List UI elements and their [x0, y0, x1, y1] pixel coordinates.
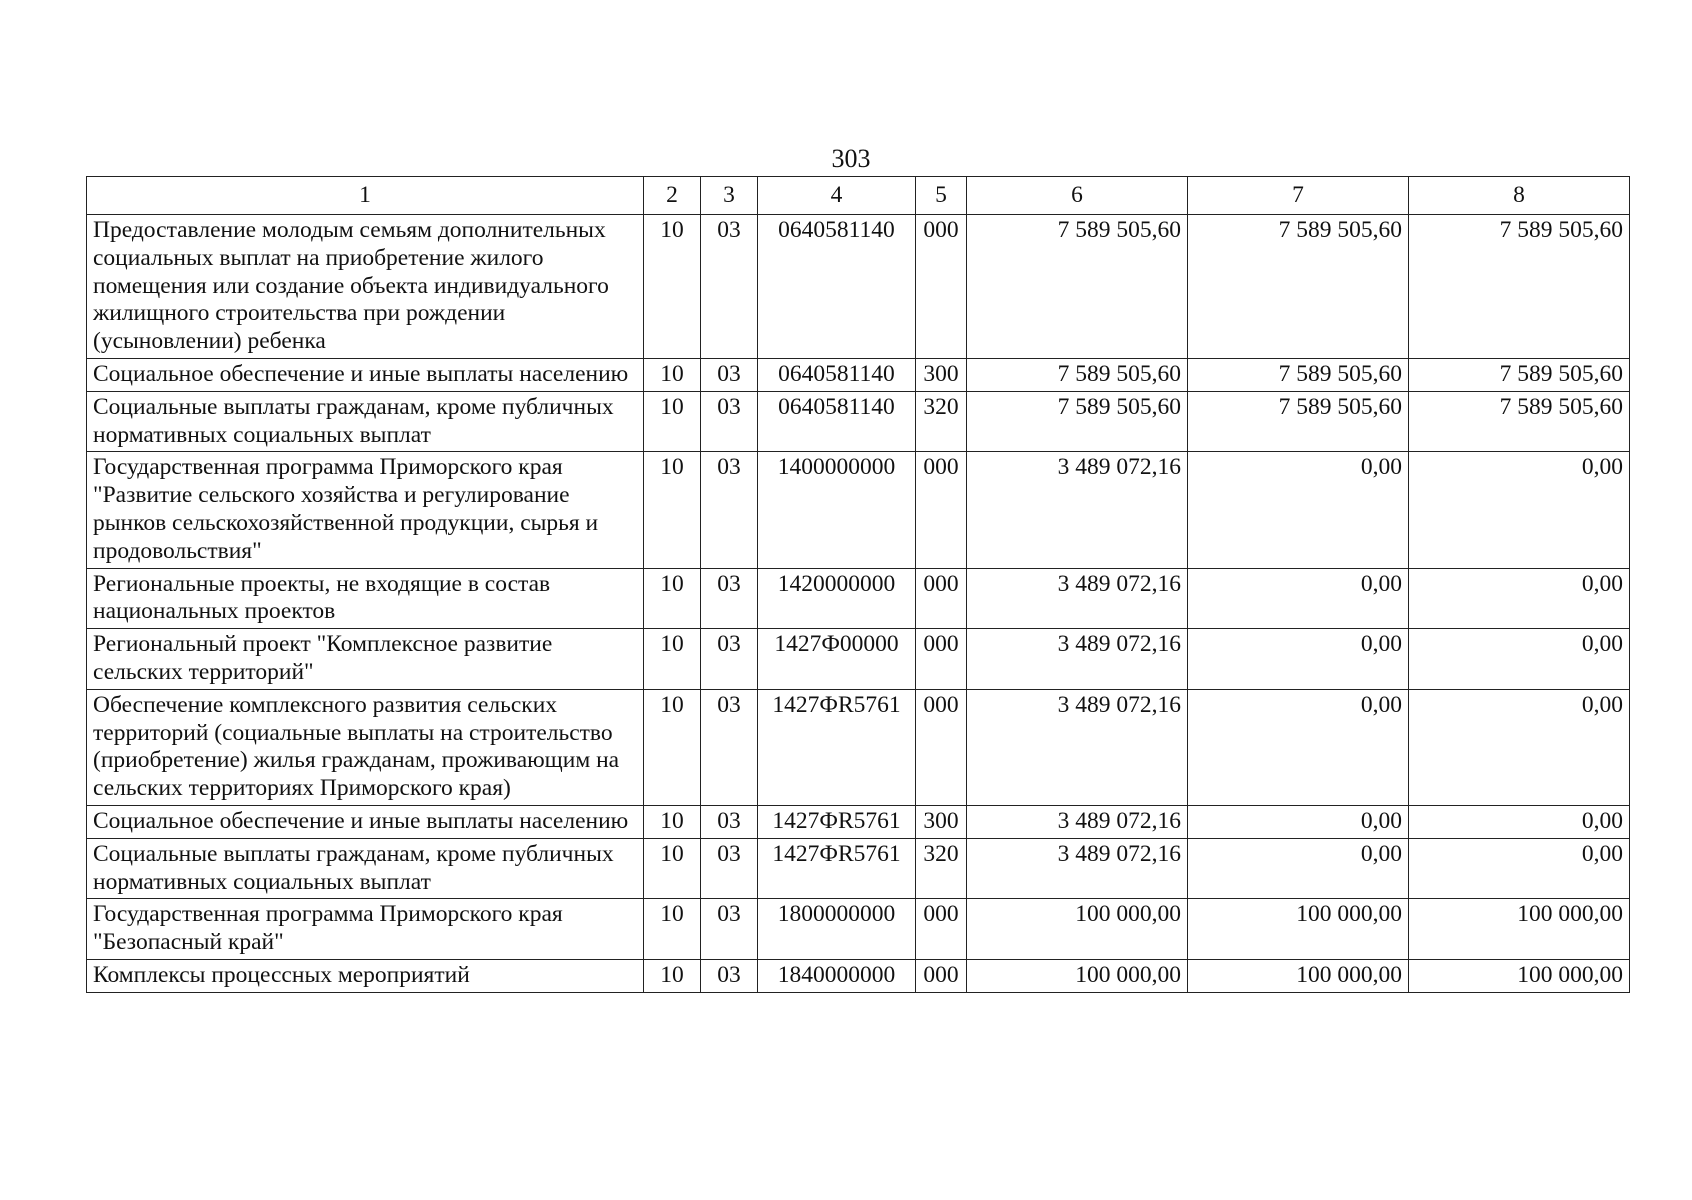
row-name-cell: Обеспечение комплексного развития сельских территорий (социальные выплаты на строительство (приобретение) жилья гражданам, проживающим на сельских территориях Приморского края) [87, 689, 644, 805]
column-header: 3 [701, 177, 758, 215]
section-cell: 10 [644, 689, 701, 805]
column-header: 5 [916, 177, 967, 215]
section-cell: 10 [644, 838, 701, 899]
amount-cell: 100 000,00 [967, 959, 1188, 992]
section-cell: 10 [644, 568, 701, 629]
amount-cell: 7 589 505,60 [967, 215, 1188, 359]
amount-cell: 100 000,00 [1409, 899, 1630, 960]
column-header: 6 [967, 177, 1188, 215]
column-header: 2 [644, 177, 701, 215]
amount-cell: 7 589 505,60 [1409, 391, 1630, 452]
amount-cell: 3 489 072,16 [967, 568, 1188, 629]
expense-type-cell: 000 [916, 629, 967, 690]
expense-type-cell: 000 [916, 959, 967, 992]
row-name-cell: Государственная программа Приморского края "Безопасный край" [87, 899, 644, 960]
header-row [87, 177, 1630, 215]
row-name-cell: Комплексы процессных мероприятий [87, 959, 644, 992]
amount-cell: 0,00 [1409, 629, 1630, 690]
amount-cell: 3 489 072,16 [967, 838, 1188, 899]
table-row [87, 629, 1630, 690]
section-cell: 10 [644, 629, 701, 690]
target-article-cell: 1420000000 [758, 568, 916, 629]
expense-type-cell: 320 [916, 838, 967, 899]
target-article-cell: 1840000000 [758, 959, 916, 992]
amount-cell: 7 589 505,60 [1188, 391, 1409, 452]
amount-cell: 100 000,00 [1188, 899, 1409, 960]
subsection-cell: 03 [701, 215, 758, 359]
table-row [87, 838, 1630, 899]
table-row [87, 215, 1630, 359]
expense-type-cell: 300 [916, 805, 967, 838]
target-article-cell: 1800000000 [758, 899, 916, 960]
amount-cell: 3 489 072,16 [967, 805, 1188, 838]
expense-type-cell: 300 [916, 358, 967, 391]
column-header: 7 [1188, 177, 1409, 215]
amount-cell: 7 589 505,60 [1409, 358, 1630, 391]
amount-cell: 3 489 072,16 [967, 629, 1188, 690]
budget-table [86, 176, 1630, 993]
row-name-cell: Социальные выплаты гражданам, кроме публичных нормативных социальных выплат [87, 838, 644, 899]
amount-cell: 0,00 [1409, 805, 1630, 838]
table-row [87, 568, 1630, 629]
row-name-cell: Региональные проекты, не входящие в состав национальных проектов [87, 568, 644, 629]
amount-cell: 0,00 [1188, 452, 1409, 568]
expense-type-cell: 000 [916, 215, 967, 359]
target-article-cell: 1427ФR5761 [758, 838, 916, 899]
target-article-cell: 0640581140 [758, 215, 916, 359]
section-cell: 10 [644, 452, 701, 568]
expense-type-cell: 000 [916, 452, 967, 568]
amount-cell: 100 000,00 [1188, 959, 1409, 992]
table-row [87, 899, 1630, 960]
table-row [87, 358, 1630, 391]
amount-cell: 0,00 [1188, 805, 1409, 838]
subsection-cell: 03 [701, 899, 758, 960]
amount-cell: 0,00 [1409, 452, 1630, 568]
table-row [87, 391, 1630, 452]
section-cell: 10 [644, 899, 701, 960]
section-cell: 10 [644, 959, 701, 992]
subsection-cell: 03 [701, 838, 758, 899]
subsection-cell: 03 [701, 629, 758, 690]
amount-cell: 0,00 [1188, 629, 1409, 690]
amount-cell: 0,00 [1188, 838, 1409, 899]
amount-cell: 0,00 [1409, 689, 1630, 805]
target-article-cell: 0640581140 [758, 358, 916, 391]
amount-cell: 0,00 [1188, 689, 1409, 805]
table-row [87, 689, 1630, 805]
section-cell: 10 [644, 391, 701, 452]
target-article-cell: 0640581140 [758, 391, 916, 452]
subsection-cell: 03 [701, 959, 758, 992]
table-row [87, 452, 1630, 568]
amount-cell: 7 589 505,60 [967, 391, 1188, 452]
amount-cell: 100 000,00 [1409, 959, 1630, 992]
column-header: 1 [87, 177, 644, 215]
section-cell: 10 [644, 358, 701, 391]
amount-cell: 3 489 072,16 [967, 689, 1188, 805]
row-name-cell: Государственная программа Приморского края "Развитие сельского хозяйства и регулирование рынков сельскохозяйственной продукции, сырья и продовольствия" [87, 452, 644, 568]
row-name-cell: Социальное обеспечение и иные выплаты населению [87, 358, 644, 391]
target-article-cell: 1427ФR5761 [758, 805, 916, 838]
expense-type-cell: 000 [916, 568, 967, 629]
page-number: 303 [831, 144, 871, 173]
amount-cell: 3 489 072,16 [967, 452, 1188, 568]
target-article-cell: 1427Ф00000 [758, 629, 916, 690]
amount-cell: 0,00 [1409, 838, 1630, 899]
amount-cell: 7 589 505,60 [1409, 215, 1630, 359]
amount-cell: 7 589 505,60 [967, 358, 1188, 391]
subsection-cell: 03 [701, 452, 758, 568]
subsection-cell: 03 [701, 805, 758, 838]
row-name-cell: Социальные выплаты гражданам, кроме публичных нормативных социальных выплат [87, 391, 644, 452]
subsection-cell: 03 [701, 391, 758, 452]
subsection-cell: 03 [701, 358, 758, 391]
expense-type-cell: 320 [916, 391, 967, 452]
expense-type-cell: 000 [916, 899, 967, 960]
section-cell: 10 [644, 805, 701, 838]
column-header: 4 [758, 177, 916, 215]
row-name-cell: Предоставление молодым семьям дополнительных социальных выплат на приобретение жилого помещения или создание объекта индивидуального жилищного строительства при рождении (усыновлении) ребенка [87, 215, 644, 359]
table-row [87, 805, 1630, 838]
target-article-cell: 1427ФR5761 [758, 689, 916, 805]
subsection-cell: 03 [701, 568, 758, 629]
amount-cell: 0,00 [1188, 568, 1409, 629]
amount-cell: 7 589 505,60 [1188, 358, 1409, 391]
section-cell: 10 [644, 215, 701, 359]
amount-cell: 7 589 505,60 [1188, 215, 1409, 359]
row-name-cell: Социальное обеспечение и иные выплаты населению [87, 805, 644, 838]
table-row [87, 959, 1630, 992]
expense-type-cell: 000 [916, 689, 967, 805]
subsection-cell: 03 [701, 689, 758, 805]
row-name-cell: Региональный проект "Комплексное развитие сельских территорий" [87, 629, 644, 690]
amount-cell: 0,00 [1409, 568, 1630, 629]
target-article-cell: 1400000000 [758, 452, 916, 568]
column-header: 8 [1409, 177, 1630, 215]
amount-cell: 100 000,00 [967, 899, 1188, 960]
